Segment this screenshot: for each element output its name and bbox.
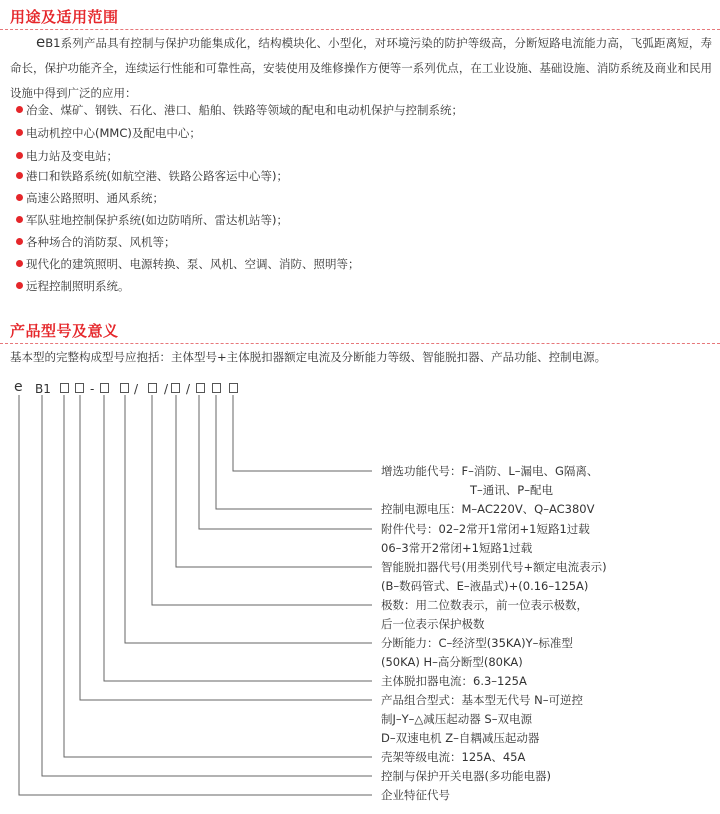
list-item: 各种场合的消防泵、风机等； — [16, 234, 176, 250]
leader-line — [125, 395, 372, 643]
code-slash: / — [164, 382, 169, 396]
leader-line — [152, 395, 372, 605]
list-item: 高速公路照明、通风系统； — [16, 190, 164, 206]
brand-mark: e — [36, 33, 46, 51]
leader-line — [19, 395, 372, 795]
leader-line — [104, 395, 372, 681]
leader-line — [176, 395, 372, 567]
leader-line — [80, 395, 372, 700]
code-dash: - — [90, 382, 95, 396]
leader-line — [64, 395, 372, 757]
list-item: 电动机控中心(MMC)及配电中心； — [16, 125, 201, 141]
list-item: 港口和铁路系统(如航空港、铁路公路客运中心等)； — [16, 168, 288, 184]
model-intro: 基本型的完整构成型号应抱括：主体型号+主体脱扣器额定电流及分断能力等级、智能脱扣器、产品功能、控制电源。 — [10, 350, 607, 364]
list-item: 冶金、煤矿、钢铁、石化、港口、船舶、铁路等领域的配电和电动机保护与控制系统； — [16, 102, 463, 118]
legend-item: 06–3常开2常闭+1短路1过载 — [381, 541, 533, 555]
legend-item: 后一位表示保护极数 — [381, 617, 485, 631]
legend-item: 增选功能代号：F–消防、L–漏电、G隔离、 — [381, 464, 599, 478]
section-title-scope: 用途及适用范围 — [10, 8, 119, 26]
scope-paragraph-text: B1系列产品具有控制与保护功能集成化，结构模块化、小型化，对环境污染的防护等级高，分断短路电流能力高，飞弧距离短，寿命长，保护功能齐全，连续运行性能和可靠性高，安装使用及维修操作方便等一系列优点，在工业设施、基础设施、消防系统及商业和民用设施中得到广泛的应用： — [10, 36, 712, 100]
legend-item: 制J–Y–△减压起动器 S–双电源 — [381, 712, 532, 726]
list-item: 远程控制照明系统。 — [16, 278, 130, 294]
leader-line — [233, 395, 372, 471]
legend-item: 极数：用二位数表示，前一位表示极数， — [381, 598, 588, 612]
legend-item: D–双速电机 Z–自耦减压起动器 — [381, 731, 540, 745]
legend-item: 控制电源电压：M–AC220V、Q–AC380V — [381, 502, 595, 516]
legend-item: 分断能力：C–经济型(35KA)Y–标准型 — [381, 636, 573, 650]
code-slash: / — [134, 382, 139, 396]
legend-item: T–通讯、P–配电 — [470, 483, 553, 497]
code-series: B1 — [35, 382, 51, 396]
list-item: 现代化的建筑照明、电源转换、泵、风机、空调、消防、照明等； — [16, 256, 360, 272]
legend-item: 产品组合型式：基本型无代号 N–可逆控 — [381, 693, 584, 707]
legend-item: (50KA) H–高分断型(80KA) — [381, 655, 523, 669]
list-item: 电力站及变电站； — [16, 148, 118, 164]
list-item: 军队驻地控制保护系统(如边防哨所、雷达机站等)； — [16, 212, 288, 228]
legend-item: 控制与保护开关电器(多功能电器) — [381, 769, 551, 783]
legend-item: (B–数码管式、E–液晶式)+(0.16–125A) — [381, 579, 589, 593]
code-prefix: e — [14, 379, 23, 395]
leader-line — [42, 395, 372, 776]
section-title-model: 产品型号及意义 — [10, 322, 119, 340]
legend-item: 主体脱扣器电流：6.3–125A — [381, 674, 527, 688]
legend-item: 智能脱扣器代号(用类别代号+额定电流表示) — [381, 560, 607, 574]
legend-item: 企业特征代号 — [381, 788, 450, 802]
legend-item: 附件代号：02–2常开1常闭+1短路1过载 — [381, 522, 590, 536]
code-slash: / — [186, 382, 191, 396]
legend-item: 壳架等级电流：125A、45A — [381, 750, 526, 764]
leader-line — [216, 395, 372, 509]
